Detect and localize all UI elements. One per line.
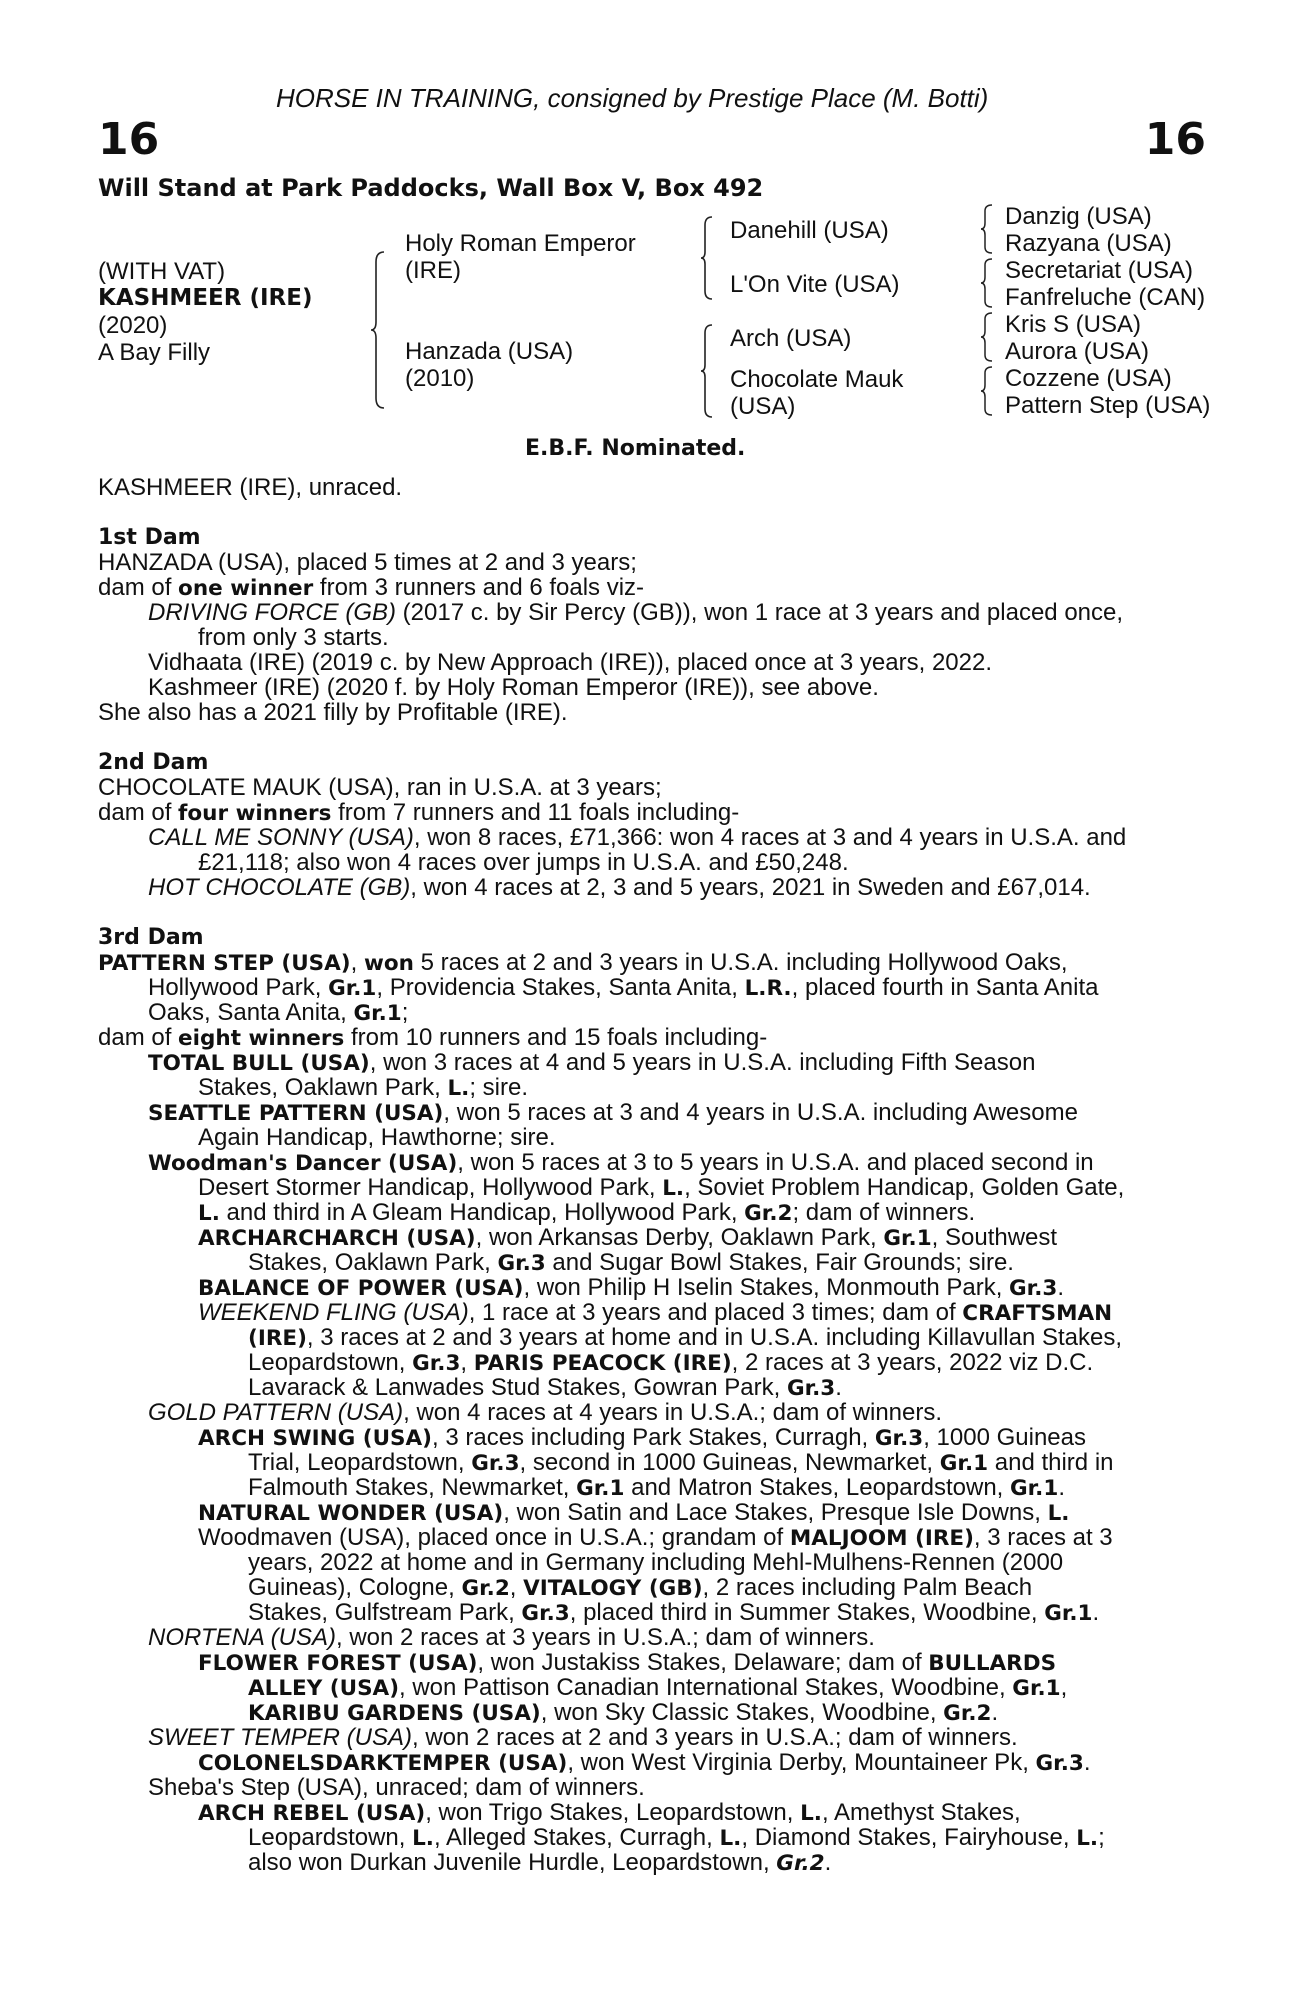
produce-call-me-sonny-cont: £21,118; also won 4 races over jumps in U.S.A. and £50,248.: [198, 849, 849, 876]
third-dam-produce-line: dam of eight winners from 10 runners and 15 foals including-: [98, 1024, 768, 1051]
produce-arch-swing: ARCH SWING (USA), 3 races including Park Stakes, Curragh, Gr.3, 1000 Guineas: [198, 1424, 1086, 1451]
produce-gold-pattern: GOLD PATTERN (USA), won 4 races at 4 years in U.S.A.; dam of winners.: [148, 1399, 943, 1426]
granddam-1: L'On Vite (USA): [730, 271, 900, 298]
pedigree-brace-dam: [700, 323, 714, 419]
produce-archarcharch-cont: Stakes, Oaklawn Park, Gr.3 and Sugar Bowl Stakes, Fair Grounds; sire.: [248, 1249, 1014, 1276]
second-dam-produce-line: dam of four winners from 7 runners and 11 foals including-: [98, 799, 740, 826]
produce-shebas-step: Sheba's Step (USA), unraced; dam of winners.: [148, 1774, 645, 1801]
produce-weekend-fling-cont-3: Lavarack & Lanwades Stud Stakes, Gowran Park, Gr.3.: [248, 1374, 842, 1401]
ggd-4: Pattern Step (USA): [1005, 392, 1211, 419]
first-dam-line: HANZADA (USA), placed 5 times at 2 and 3 years;: [98, 549, 637, 576]
pedigree-brace-g3-4: [980, 365, 994, 417]
granddam-2-country: (USA): [730, 393, 796, 420]
ggs-3: Kris S (USA): [1005, 311, 1142, 338]
third-dam-line-1: PATTERN STEP (USA), won 5 races at 2 and 3 years in U.S.A. including Hollywood Oaks,: [98, 949, 1068, 976]
first-dam-heading: 1st Dam: [98, 525, 201, 550]
produce-kashmeer: Kashmeer (IRE) (2020 f. by Holy Roman Emperor (IRE)), see above.: [148, 674, 879, 701]
produce-seattle-pattern-cont: Again Handicap, Hawthorne; sire.: [198, 1124, 556, 1151]
vat-note: (WITH VAT): [98, 258, 226, 285]
dam-name: Hanzada (USA): [405, 338, 574, 365]
sire-country: (IRE): [405, 257, 461, 284]
produce-woodmaven-cont-2: Guineas), Cologne, Gr.2, VITALOGY (GB), 2 races including Palm Beach: [248, 1574, 1033, 1601]
sire-name: Holy Roman Emperor: [405, 230, 636, 257]
pedigree-brace-g3-3: [980, 311, 994, 363]
horse-description: A Bay Filly: [98, 339, 211, 366]
second-dam-heading: 2nd Dam: [98, 750, 209, 775]
pedigree-brace-main: [370, 250, 386, 410]
produce-woodmaven: Woodmaven (USA), placed once in U.S.A.; grandam of MALJOOM (IRE), 3 races at 3: [198, 1524, 1113, 1551]
pedigree-brace-g3-2: [980, 257, 994, 309]
produce-nortena: NORTENA (USA), won 2 races at 3 years in U.S.A.; dam of winners.: [148, 1624, 875, 1651]
ggd-1: Razyana (USA): [1005, 230, 1172, 257]
third-dam-line-2: Hollywood Park, Gr.1, Providencia Stakes, Santa Anita, L.R., placed fourth in Santa Anita: [148, 974, 1099, 1001]
produce-natural-wonder: NATURAL WONDER (USA), won Satin and Lace Stakes, Presque Isle Downs, L.: [198, 1499, 1070, 1526]
dam-year: (2010): [405, 365, 475, 392]
produce-total-bull: TOTAL BULL (USA), won 3 races at 4 and 5 years in U.S.A. including Fifth Season: [148, 1049, 1036, 1076]
pedigree-brace-g3-1: [980, 203, 994, 255]
third-dam-line-3: Oaks, Santa Anita, Gr.1;: [148, 999, 409, 1026]
horse-year: (2020): [98, 312, 168, 339]
lot-number-right: 16: [1144, 114, 1206, 165]
first-dam-produce-line: dam of one winner from 3 runners and 6 foals viz-: [98, 574, 645, 601]
produce-seattle-pattern: SEATTLE PATTERN (USA), won 5 races at 3 and 4 years in U.S.A. including Awesome: [148, 1099, 1078, 1126]
produce-flower-forest-cont-2: KARIBU GARDENS (USA), won Sky Classic Stakes, Woodbine, Gr.2.: [248, 1699, 999, 1726]
lot-number-left: 16: [98, 114, 160, 165]
produce-colonelsdarktemper: COLONELSDARKTEMPER (USA), won West Virginia Derby, Mountaineer Pk, Gr.3.: [198, 1749, 1091, 1776]
produce-2021-filly: She also has a 2021 filly by Profitable (IRE).: [98, 699, 568, 726]
produce-weekend-fling-cont-2: Leopardstown, Gr.3, PARIS PEACOCK (IRE), 2 races at 3 years, 2022 viz D.C.: [248, 1349, 1094, 1376]
produce-arch-swing-cont-2: Falmouth Stakes, Newmarket, Gr.1 and Matron Stakes, Leopardstown, Gr.1.: [248, 1474, 1065, 1501]
produce-woodmans-dancer: Woodman's Dancer (USA), won 5 races at 3 to 5 years in U.S.A. and placed second in: [148, 1149, 1094, 1176]
produce-driving-force-cont: from only 3 starts.: [198, 624, 389, 651]
produce-woodmans-dancer-cont-2: L. and third in A Gleam Handicap, Hollywood Park, Gr.2; dam of winners.: [198, 1199, 976, 1226]
ggs-4: Cozzene (USA): [1005, 365, 1172, 392]
unraced-line: KASHMEER (IRE), unraced.: [98, 474, 403, 501]
produce-arch-rebel-cont-1: Leopardstown, L., Alleged Stakes, Curragh, L., Diamond Stakes, Fairyhouse, L.;: [248, 1824, 1105, 1851]
produce-woodmans-dancer-cont-1: Desert Stormer Handicap, Hollywood Park, L., Soviet Problem Handicap, Golden Gate,: [198, 1174, 1125, 1201]
stand-info: Will Stand at Park Paddocks, Wall Box V, Box 492: [98, 174, 764, 202]
ggd-3: Aurora (USA): [1005, 338, 1150, 365]
produce-arch-rebel: ARCH REBEL (USA), won Trigo Stakes, Leopardstown, L., Amethyst Stakes,: [198, 1799, 1021, 1826]
grandsire-1: Danehill (USA): [730, 217, 889, 244]
catalogue-body: [98, 475, 1198, 1875]
produce-archarcharch: ARCHARCHARCH (USA), won Arkansas Derby, Oaklawn Park, Gr.1, Southwest: [198, 1224, 1058, 1251]
granddam-2: Chocolate Mauk: [730, 366, 904, 393]
ggs-2: Secretariat (USA): [1005, 257, 1194, 284]
produce-flower-forest-cont-1: ALLEY (USA), won Pattison Canadian International Stakes, Woodbine, Gr.1,: [248, 1674, 1068, 1701]
second-dam-line: CHOCOLATE MAUK (USA), ran in U.S.A. at 3 years;: [98, 774, 662, 801]
produce-vidhaata: Vidhaata (IRE) (2019 c. by New Approach (IRE)), placed once at 3 years, 2022.: [148, 649, 993, 676]
third-dam-heading: 3rd Dam: [98, 925, 204, 950]
ggd-2: Fanfreluche (CAN): [1005, 284, 1206, 311]
produce-total-bull-cont: Stakes, Oaklawn Park, L.; sire.: [198, 1074, 528, 1101]
produce-balance-of-power: BALANCE OF POWER (USA), won Philip H Iselin Stakes, Monmouth Park, Gr.3.: [198, 1274, 1065, 1301]
produce-woodmaven-cont-3: Stakes, Gulfstream Park, Gr.3, placed third in Summer Stakes, Woodbine, Gr.1.: [248, 1599, 1100, 1626]
produce-arch-rebel-cont-2: also won Durkan Juvenile Hurdle, Leopardstown, Gr.2.: [248, 1849, 832, 1876]
produce-flower-forest: FLOWER FOREST (USA), won Justakiss Stakes, Delaware; dam of BULLARDS: [198, 1649, 1057, 1676]
produce-weekend-fling-cont-1: (IRE), 3 races at 2 and 3 years at home and in U.S.A. including Killavullan Stakes,: [248, 1324, 1123, 1351]
consignment-line: HORSE IN TRAINING, consigned by Prestige Place (M. Botti): [276, 83, 989, 113]
produce-hot-chocolate: HOT CHOCOLATE (GB), won 4 races at 2, 3 and 5 years, 2021 in Sweden and £67,014.: [148, 874, 1091, 901]
pedigree-brace-sire: [700, 215, 714, 301]
grandsire-2: Arch (USA): [730, 325, 852, 352]
horse-name: KASHMEER (IRE): [98, 285, 313, 311]
produce-sweet-temper: SWEET TEMPER (USA), won 2 races at 2 and 3 years in U.S.A.; dam of winners.: [148, 1724, 1018, 1751]
produce-driving-force: DRIVING FORCE (GB) (2017 c. by Sir Percy (GB)), won 1 race at 3 years and placed once,: [148, 599, 1124, 626]
produce-arch-swing-cont-1: Trial, Leopardstown, Gr.3, second in 1000 Guineas, Newmarket, Gr.1 and third in: [248, 1449, 1114, 1476]
produce-call-me-sonny: CALL ME SONNY (USA), won 8 races, £71,366: won 4 races at 3 and 4 years in U.S.A. and: [148, 824, 1127, 851]
ebf-note: E.B.F. Nominated.: [525, 436, 746, 461]
ggs-1: Danzig (USA): [1005, 203, 1152, 230]
produce-weekend-fling: WEEKEND FLING (USA), 1 race at 3 years and placed 3 times; dam of CRAFTSMAN: [198, 1299, 1113, 1326]
produce-woodmaven-cont-1: years, 2022 at home and in Germany including Mehl-Mulhens-Rennen (2000: [248, 1549, 1064, 1576]
